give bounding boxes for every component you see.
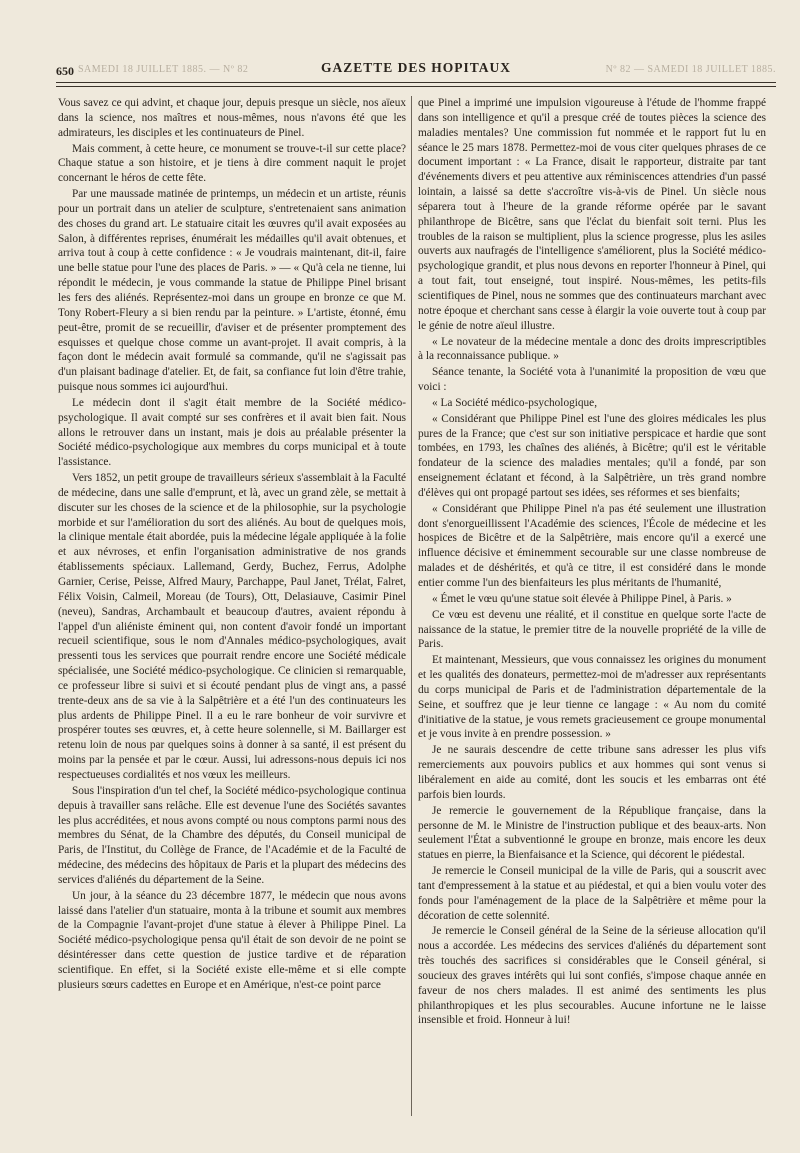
page-number: 650 xyxy=(56,64,74,78)
paragraph: « Considérant que Philippe Pinel n'a pas été seulement une illustration dont s'enorgueillissent l'Académie des sciences, l'École de médecine et les hospices de Bicêtre et de la Salpêtrière, mais encore qu'il a exercé une influence décisive et éminemment secourable sur une classe nombreuse de malades et de déshérités, et qu'à ce titre, il est considéré dans le monde entier comme l'un des bienfaiteurs les plus méritants de l'humanité, xyxy=(418,502,766,589)
paragraph: « Le novateur de la médecine mentale a donc des droits imprescriptibles à la reconnaissance publique. » xyxy=(418,335,766,363)
column-divider xyxy=(411,96,412,1116)
paragraph: Je remercie le Conseil municipal de la ville de Paris, qui a souscrit avec tant d'empressement à la statue et au piédestal, et qui a bien voulu voter des fonds pour l'aménagement de la place de la Salpêtrière et même pour la décoration de cette solennité. xyxy=(418,865,766,922)
publication-title: GAZETTE DES HOPITAUX xyxy=(320,60,512,75)
bleed-through-text-left: SAMEDI 18 JUILLET 1885. — Nº 82 xyxy=(78,64,249,75)
paragraph: Vers 1852, un petit groupe de travailleurs sérieux s'assemblait à la Faculté de médecine, dans une salle d'emprunt, et là, avec un grand zèle, se mettait à discuter sur les choses de la science et de la philosophie, sur la psychologie morbide et sur l'amélioration du sort des aliénés. Au bout de quelques mois, la clinique mentale était abordée, puis la médecine légale appliquée à la folie et aux névroses, et enfin l'organisation administrative de nos grands établissements spéciaux. Lallemand, Gerdy, Buchez, Ferrus, Adolphe Garnier, Cerise, Peisse, Alfred Maury, Parchappe, Paul Janet, Trélat, Falret, Félix Voisin, Calmeil, Moreau (de Tours), Ott, Delasiauve, Casimir Pinel (neveu), Sandras, Archambault et beaucoup d'autres, avaient répondu à l'appel d'un aliéniste éminent qui, non content d'avoir fondé un important recueil scientifique, sous le nom d'Annales médico-psychologiques, avait pressenti tous les services que pourrait rendre encore une Société médicale spécialisée, une Société médico-psychologique. Ce clinicien si remarquable, ce professeur libre si suivi et si écouté pendant plus de vingt ans, a passé trente-deux ans de sa vie à la Salpêtrière et a été l'un des continuateurs les plus ardents de Philippe Pinel. Il a eu le rare bonheur de voir survivre et prospérer toutes ses œuvres, et, à cette heure solennelle, si M. Baillarger est retenu loin de nous par quelques soins à donner à sa santé, il est présent du moins par la pensée et par le cœur. Aussi, lui adressons-nous depuis ici nos respectueuses cordialités et nos vœux les meilleurs. xyxy=(58,472,406,781)
paragraph: Je ne saurais descendre de cette tribune sans adresser les plus vifs remerciements aux pouvoirs publics et aux hommes qui sont venus si libéralement en aide au comité, dont les soucis et les embarras ont été parfois bien lourds. xyxy=(418,744,766,801)
paragraph: Le médecin dont il s'agit était membre de la Société médico-psychologique. Il avait compté sur ses confrères et il avait bien fait. Nous allons le retrouver dans un instant, mais je dois au préalable présenter la Société médico-psychologique aux membres du corps municipal et à toute l'assistance. xyxy=(58,396,406,469)
header-rule xyxy=(56,82,776,83)
paragraph: Et maintenant, Messieurs, que vous connaissez les origines du monument et les qualités des donateurs, permettez-moi de m'adresser aux représentants du corps municipal de Paris et de l'administration départementale de la Seine, et souffrez que je leur tienne ce langage : « Au nom du comité d'initiative de la statue, je vous remets gracieusement ce groupe monumental et je vous invite à en prendre possession. » xyxy=(418,654,766,741)
paragraph: « La Société médico-psychologique, xyxy=(432,396,598,409)
paragraph: « Considérant que Philippe Pinel est l'une des gloires médicales les plus pures de la France; que c'est sur son initiative perspicace et hardie que sont tombées, en 1793, les chaînes des aliénés, à Bicêtre; qu'il est le véritable fondateur de la science des maladies mentales; qu'il a fondé, par son enseignement éclatant et fécond, à la Salpêtrière, un très grand nombre d'élèves qui ont propagé partout ses idées, ses réformes et ses bienfaits; xyxy=(418,412,766,499)
paragraph: Mais comment, à cette heure, ce monument se trouve-t-il sur cette place? Chaque statue a son histoire, et je tiens à dire comment naquit le projet concernant le héros de cette fête. xyxy=(58,142,406,185)
page-header xyxy=(56,58,776,82)
paragraph: Je remercie le Conseil général de la Seine de la sérieuse allocation qu'il nous a accordée. Les médecins des services d'aliénés du département sont très touchés des sacrifices si considérables que le Conseil général, si soucieux des graves intérêts qui lui sont confiés, s'impose chaque année en faveur de nos chers malades. Il est animé des sentiments les plus philanthropiques et les plus secourables. Aucune infortune ne le laisse insensible et froid. Honneur à lui! xyxy=(418,925,766,1027)
paragraph: Séance tenante, la Société vota à l'unanimité la proposition de vœu que voici : xyxy=(418,366,766,394)
header-rule-thin xyxy=(56,86,776,87)
paragraph: que Pinel a imprimé une impulsion vigoureuse à l'étude de l'homme frappé dans son intelligence et qu'il a presque créé de toutes pièces la science des maladies mentales? Une commission fut nommée et le rapport fut lu en séance le 25 mars 1878. Permettez-moi de vous citer quelques phrases de ce document important : « La France, disait le rapporteur, distraite par tant d'événements divers et peu attentive aux réminiscences attendries d'un passé lointain, a laissé sa dette s'accroître vis-à-vis de Pinel. Un siècle nous séparera tout à l'heure de la grande réforme opérée par le savant philanthrope de Bicêtre, sans que l'éclat du bienfait soit terni. Plus les troubles de la raison se multiplient, plus la science progresse, plus les asiles ouverts aux naufragés de l'intelligence s'améliorent, plus la Société médico-psychologique grandit, et plus nous devons en reporter l'honneur à Pinel, qui a tout fait, tout enseigné, tout inspiré. Nous-mêmes, les petits-fils scientifiques de Pinel, nous ne sommes que des continuateurs marchant avec notre époque et cherchant sans cesse à élargir la voie ouverte tout à coup par le génie de notre aïeul illustre. xyxy=(418,97,766,332)
paragraph: Un jour, à la séance du 23 décembre 1877, le médecin que nous avons laissé dans l'atelier d'un statuaire, monta à la tribune et soumit aux membres de la Compagnie l'avant-projet d'une statue à élever à Philippe Pinel. La Société médico-psychologique pensa qu'il était de son devoir de ne point se désintéresser dans cette question de justice tardive et de réparation scientifique. En effet, si la Société existe elle-même et si elle compte plusieurs sœurs cadettes en Europe et en Amérique, n'est-ce point parce xyxy=(58,889,406,991)
paragraph: Je remercie le gouvernement de la République française, dans la personne de M. le Ministre de l'instruction publique et des beaux-arts. Non seulement l'État a subventionné le groupe en bronze, mais encore les deux statues en pierre, la Bienfaisance et la Science, qui décorent le piédestal. xyxy=(418,804,766,862)
paragraph: Ce vœu est devenu une réalité, et il constitue en quelque sorte l'acte de naissance de la statue, le premier titre de la nouvelle propriété de la ville de Paris. xyxy=(418,608,766,651)
right-column xyxy=(418,96,766,1116)
left-column xyxy=(58,96,406,1136)
paragraph: Sous l'inspiration d'un tel chef, la Société médico-psychologique continua depuis à travailler sans relâche. Elle est devenue l'une des Sociétés savantes les plus accréditées, et nous avons compté ou nous comptons parmi nous des membres du Sénat, de la Chambre des députés, du Conseil municipal de Paris, de l'Institut, du Collège de France, de l'Académie et de la Faculté de médecine, des médecins des hôpitaux de Paris et la plupart des médecins des services d'aliénés du département de la Seine. xyxy=(58,784,406,886)
bleed-through-text-right: Nº 82 — SAMEDI 18 JUILLET 1885. xyxy=(605,64,776,75)
paragraph: Par une maussade matinée de printemps, un médecin et un artiste, réunis pour un portrait dans un atelier de sculpture, s'entretenaient sans animation des choses du grand art. Le statuaire citait les œuvres qu'il avait exposées au Salon, à différentes reprises, énumérait les médailles qu'il avait obtenues, et arriva tout à coup à cette confidence : « Je voudrais maintenant, dit-il, faire une belle statue pour l'une des places de Paris. » — « Qu'à cela ne tienne, lui répondit le médecin, je vous commande la statue de Philippe Pinel brisant les fers des aliénés. Représentez-moi dans un groupe en bronze ce que M. Tony Robert-Fleury a si bien rendu par la peinture. » L'artiste, étonné, ému peut-être, promit de se recueillir, d'aviser et de présenter promptement des esquisses et quelque chose comme un avant-projet. Il avait compris, à la façon dont le médecin avait formulé sa commande, qu'il ne s'agissait pas d'un plaisant badinage d'atelier. Et, de fait, sa confiance fut loin d'être trahie, puisque nous sommes ici aujourd'hui. xyxy=(58,188,406,394)
paragraph: Vous savez ce qui advint, et chaque jour, depuis presque un siècle, nos aïeux dans la science, nos maîtres et nous-mêmes, nous n'avons été que les admirateurs, les disciples et les continuateurs de Pinel. xyxy=(58,97,406,139)
paragraph: « Émet le vœu qu'une statue soit élevée à Philippe Pinel, à Paris. » xyxy=(432,592,732,605)
